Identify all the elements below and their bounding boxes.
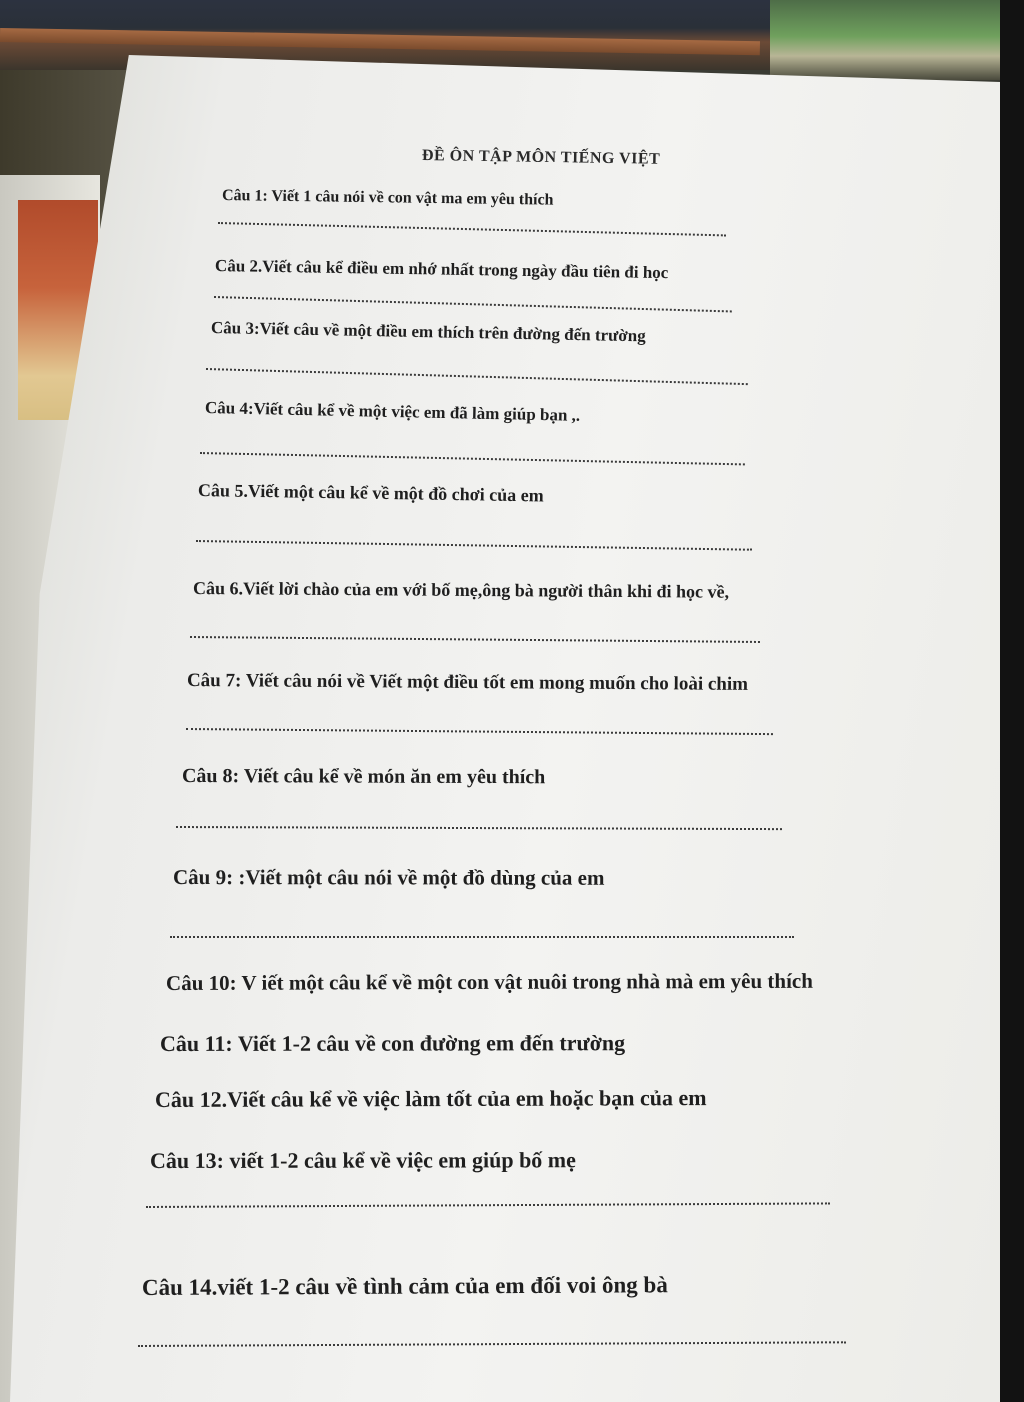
question-2: Câu 2.Viết câu kể điều em nhớ nhất trong ngày đầu tiên đi học (214, 256, 669, 283)
question-8: Câu 8: Viết câu kể về món ăn em yêu thích (181, 765, 546, 789)
answer-line-8 (176, 826, 782, 830)
answer-line-7 (186, 728, 773, 735)
question-3: Câu 3:Viết câu về một điều em thích trên đường đến trường (210, 318, 646, 346)
question-1: Câu 1: Viết 1 câu nói về con vật ma em yêu thích (221, 187, 554, 209)
question-9: Câu 9: :Viết một câu nói về một đồ dùng của em (172, 865, 605, 890)
question-12: Câu 12.Viết câu kể về việc làm tốt của em hoặc bạn của em (154, 1085, 707, 1112)
answer-line-13 (146, 1202, 830, 1208)
answer-line-4 (200, 452, 745, 465)
answer-line-2 (214, 296, 732, 312)
question-5: Câu 5.Viết một câu kể về một đồ chơi của em (197, 480, 544, 506)
answer-line-9 (170, 936, 794, 938)
answer-line-6 (190, 636, 760, 643)
answer-line-1 (218, 222, 726, 236)
question-14: Câu 14.viết 1-2 câu về tình cảm của em đối voi ông bà (141, 1272, 668, 1300)
question-13: Câu 13: viết 1-2 câu kể về việc em giúp bố mẹ (149, 1147, 576, 1173)
question-11: Câu 11: Viết 1-2 câu về con đường em đến trường (159, 1030, 626, 1056)
question-6: Câu 6.Viết lời chào của em với bố mẹ,ông bà người thân khi đi học về, (192, 578, 730, 602)
answer-line-5 (196, 540, 752, 551)
worksheet-title: ĐỀ ÔN TẬP MÔN TIẾNG VIỆT (421, 147, 661, 168)
question-4: Câu 4:Viết câu kể về một việc em đã làm giúp bạn ,. (204, 398, 581, 425)
question-7: Câu 7: Viết câu nói về Viết một điều tốt em mong muốn cho loài chim (186, 670, 749, 695)
question-10: Câu 10: V iết một câu kể về một con vật nuôi trong nhà mà em yêu thích (165, 968, 813, 995)
answer-line-3 (206, 368, 748, 385)
answer-line-14 (138, 1341, 846, 1347)
